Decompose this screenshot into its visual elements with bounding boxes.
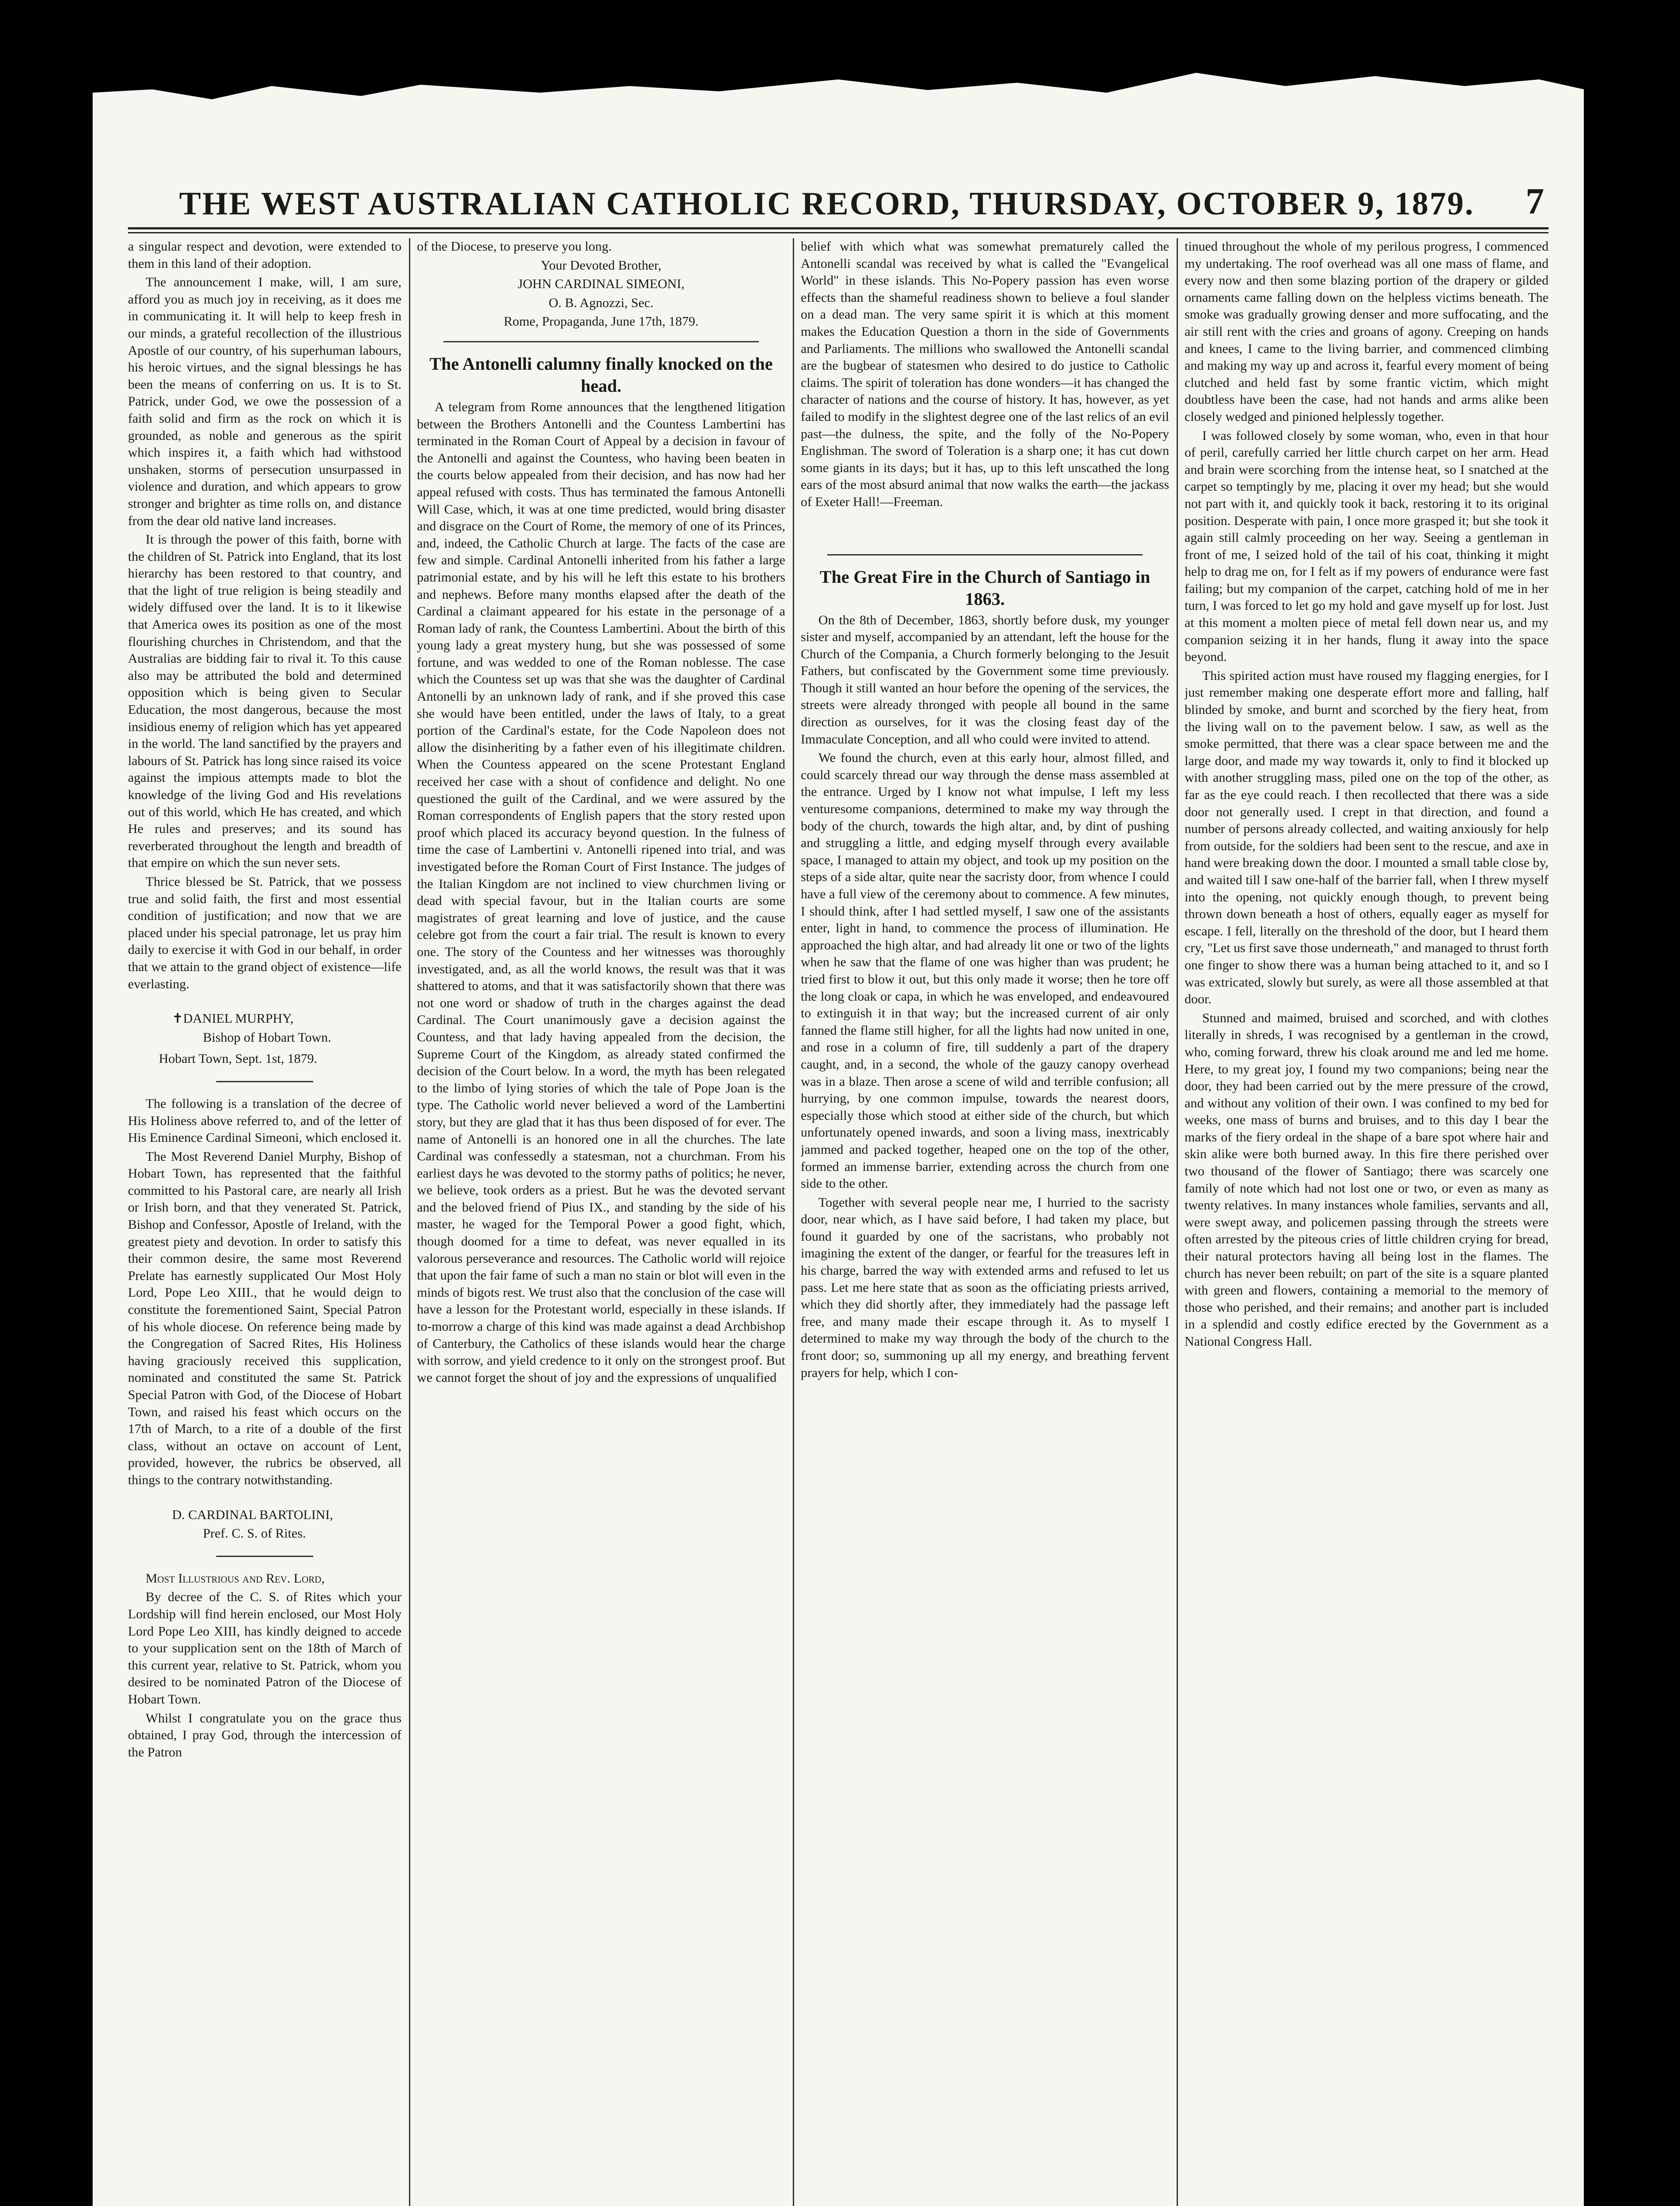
column-rule	[409, 238, 410, 2206]
signature-name: D. CARDINAL BARTOLINI,	[172, 1507, 333, 1522]
paragraph: The announcement I make, will, I am sure, afford you as much joy in receiving, as it does me in communicating it. It will help to keep fresh in our minds, a grateful recollection of the illustrious Apostle of our country, of his superhuman labours, his heroic virtues, and the signal blessings he has been the means of conferring on us. It is to St. Patrick, under God, we owe the possession of a faith solid and firm as the rock on which it is grounded, as noble and generous as the spirit which inspires it, a faith which had withstood unshaken, storms of persecution unsurpassed in violence and duration, and which appears to grow stronger and brighter as time rolls on, and distance from the dear old native land increases.	[128, 275, 401, 528]
signature-title: Pref. C. S. of Rites.	[203, 1526, 306, 1541]
article-headline: The Antonelli calumny finally knocked on the head.	[429, 353, 773, 396]
columns	[128, 238, 1549, 2206]
paragraph: This spirited action must have roused my flagging energies, for I just remember making one desperate effort more and falling, half blinded by smoke, and burnt and scorched by the fiery heat, from the living wall on to the pavement below. I saw, as well as the smoke permitted, that there was a clear space between me and the large door, and made my way towards it, only to find it blocked up with another struggling mass, piled one on the top of the other, as far as the eye could reach. I then recollected that there was a side door not generally used. I crept in that direction, and found a number of persons already collected, and waiting anxiously for help from outside, for the soldiers had been sent to the rescue, and axe in hand were breaking down the door. I mounted a small table close by, and waited till I saw one-half of the barrier fall, when I threw myself into the opening, not quickly enough though, to prevent being thrown down beneath a host of others, equally eager as myself for escape. I fell, literally on the threshold of the door, but I heard them cry, "Let us first save those underneath," and managed to thrust forth one finger to show there was a human being attached to it, and so I was extricated, slowly but surely, as were all those assembled at that door.	[1185, 668, 1549, 1007]
divider	[216, 1556, 313, 1557]
column-4	[1185, 238, 1549, 2206]
paragraph: Stunned and maimed, bruised and scorched, and with clothes literally in shreds, I was recognised by a gentleman in the crowd, who, coming forward, threw his cloak around me and led me home. Here, to my great joy, I found my two companions; being near the door, they had been carried out by the mere pressure of the crowd, and without any volition of their own. I was confined to my bed for weeks, one mass of burns and bruises, and to this day I bear the marks of the fiery ordeal in the shape of a bare spot where hair and skin alike were both burned away. In this fire there perished over two thousand of the flower of Santiago; there was scarcely one family of note which had not lost one or two, or even as many as twenty relatives. In many instances whole families, servants and all, were swept away, and policemen passing through the streets were often arrested by the piteous cries of little children crying for bread, their natural protectors having all being lost in the flames. The church has never been rebuilt; on part of the site is a square planted with green and flowers, containing a memorial to the memory of those who perished, and their remains; and another part is included in a splendid and costly edifice erected by the Government as a National Congress Hall.	[1185, 1010, 1549, 1349]
closing: Your Devoted Brother,	[540, 258, 662, 273]
column-3	[801, 238, 1169, 2206]
paragraph: Whilst I congratulate you on the grace thus obtained, I pray God, through the intercession of the Patron	[128, 1711, 401, 1760]
divider	[827, 554, 1143, 555]
paragraph: It is through the power of this faith, borne with the children of St. Patrick into England, that its lost hierarchy has been restored to that country, and that the light of true religion is being steadily and widely diffused over the land. It is to it likewise that America owes its position as one of the most flourishing churches in Christendom, and that the Australias are bidding fair to rival it. To this cause also may be attributed the bold and determined opposition which is being given to Secular Education, the most dangerous, because the most insidious enemy of religion which has yet appeared in the world. The land sanctified by the prayers and labours of St. Patrick has long since raised its voice against the impious attempts made to blot the knowledge of the living God and His revelations out of this world, which He has created, and which He rules and preserves; and its sound has reverberated throughout the length and breadth of that empire on which the sun never sets.	[128, 532, 401, 870]
paragraph: The Most Reverend Daniel Murphy, Bishop of Hobart Town, has represented that the faithful committed to his Pastoral care, are nearly all Irish or Irish born, and that they venerated St. Patrick, Bishop and Confessor, Apostle of Ireland, with the greatest piety and devotion. In order to satisfy this their common desire, the same most Reverend Prelate has earnestly supplicated Our Most Holy Lord, Pope Leo XIII., that he would deign to constitute the forementioned Saint, Special Patron of his whole diocese. On reference being made by the Congregation of Sacred Rites, His Holiness having graciously received this supplication, nominated and constituted the same St. Patrick Special Patron with God, of the Diocese of Hobart Town, and raised his feast which occurs on the 17th of March, to a rite of a double of the first class, without an octave on account of Lent, provided, however, the rubrics be observed, all things to the contrary notwithstanding.	[128, 1149, 401, 1487]
column-rule	[793, 238, 794, 2206]
paragraph: belief with which what was somewhat prematurely called the Antonelli scandal was received by what is called the "Evangelical World" in these islands. This No-Popery passion has even worse effects than the shameful readiness shown to believe a foul slander on a dead man. The very same spirit it is which at this moment makes the Education Question a thorn in the side of Governments and Parliaments. The millions who swallowed the Antonelli scandal are the bugbear of statesmen who desired to do justice to Catholic claims. The spirit of toleration has done wonders—it has changed the character of nations and the course of history. It has, however, as yet failed to modify in the slightest degree one of the last relics of an evil past—the dulness, the spite, and the folly of the No-Popery Englishman. The sword of Toleration is a sharp one; it has cut down some giants in its days; but it has, up to this left unscathed the long ears of the most absurd animal that now walks the earth—the jackass of Exeter Hall!—Freeman.	[801, 239, 1169, 509]
signature-date: Hobart Town, Sept. 1st, 1879.	[159, 1051, 318, 1066]
divider	[443, 341, 759, 342]
spacer	[801, 513, 1169, 544]
signature-title: O. B. Agnozzi, Sec.	[548, 295, 654, 310]
divider	[216, 1081, 313, 1082]
paragraph: We found the church, even at this early hour, almost filled, and could scarcely thread our way through the dense mass assembled at the entrance. Urged by I know not what impulse, I left my less venturesome companions, determined to make my way through the body of the church, towards the high altar, and, by dint of pushing and struggling a little, and edging myself through every available space, I managed to attain my object, and took up my position on the steps of a side altar, quite near the sacristy door, from whence I could have a full view of the ceremony about to commence. A few minutes, I should think, after I had settled myself, I saw one of the assistants enter, light in hand, to commence the process of illumination. He approached the high altar, and had already lit one or two of the lights when he saw that the flame of one was higher than was prudent; he tried first to blow it out, but this only made it worse; then he tore off the long cloak or capa, in which he was enveloped, and endeavoured to extinguish it in that way; but the increased current of air only fanned the flame still higher, for all the lights had now united in one, and rose in a column of fire, till suddenly a part of the drapery caught, and, in a second, the whole of the gauzy canopy overhead was in a blaze. Then arose a scene of wild and terrible confusion; all hurrying, by one common impulse, towards the nearest doors, especially those which stood at either side of the church, but which unfortunately opened inwards, and soon a living mass, inextricably jammed and packed together, heaped one on the top of the other, formed an immense barrier, extending across the church from one side to the other.	[801, 750, 1169, 1191]
masthead-title: THE WEST AUSTRALIAN CATHOLIC RECORD, THURSDAY, OCTOBER 9, 1879.	[179, 186, 1474, 222]
signature-name: ✝DANIEL MURPHY,	[172, 1011, 294, 1026]
salutation: Most Illustrious and Rev. Lord,	[146, 1571, 325, 1586]
paragraph: Together with several people near me, I hurried to the sacristy door, near which, as I have said before, I had taken my place, but found it guarded by one of the sacristans, who probably not imagining the extent of the danger, or fearful for the treasures left in his charge, barred the way with extended arms and refused to let us pass. Let me here state that as soon as the officiating priests arrived, which they did shortly after, they immediately had the passage left free, and many made their escape through it. As to myself I determined to make my way through the body of the church to the front door; so, summoning up all my energy, and breathing fervent prayers for help, which I con-	[801, 1195, 1169, 1380]
paragraph: a singular respect and devotion, were extended to them in this land of their adoption.	[128, 239, 401, 271]
signature-title: Bishop of Hobart Town.	[203, 1030, 331, 1045]
column-1	[128, 238, 401, 2206]
paragraph: of the Diocese, to preserve you long.	[417, 239, 612, 254]
paragraph: I was followed closely by some woman, who, even in that hour of peril, carefully carried her little church carpet on her arm. Head and brain were scorching from the intense heat, so I snatched at the carpet so temptingly by me, placing it over my head; but she would not part with it, and quickly took it back, restoring it to its original position. Desperate with pain, I once more grasped it; but she took it again still calmly proceeding on her way. Seeing a gentleman in front of me, I seized hold of the tail of his coat, thinking it might help to drag me on, for I felt as if my powers of endurance were fast failing; but my companion of the carpet, catching hold of me in her turn, I was forced to let go my hold and gave myself up for lost. Just at this moment a molten piece of metal fell down near us, and my companion seizing it in her hands, flung it away into the space beyond.	[1185, 428, 1549, 664]
masthead-rule	[128, 227, 1549, 233]
column-rule	[1177, 238, 1178, 2206]
paragraph: Thrice blessed be St. Patrick, that we possess true and solid faith, the first and most essential condition of justification; and now that we are placed under his special patronage, let us pray him daily to exercise it with God in our behalf, in order that we attain to the grand object of existence—life everlasting.	[128, 874, 401, 991]
paragraph: On the 8th of December, 1863, shortly before dusk, my younger sister and myself, accompanied by an attendant, left the house for the Church of the Compania, a Church formerly belonging to the Jesuit Fathers, but confiscated by the Government some time previously. Though it still wanted an hour before the opening of the services, the streets were already thronged with people all bound in the same direction as ourselves, for it was the closing feast day of the Immaculate Conception, and all who could were invited to attend.	[801, 612, 1169, 747]
masthead	[128, 174, 1549, 223]
column-2	[417, 238, 785, 2206]
article-body: A telegram from Rome announces that the lengthened litigation between the Brothers Antonelli and the Countess Lambertini has terminated in the Roman Court of Appeal by a decision in favour of the Antonelli and against the Countess, who having been beaten in the courts below appealed from their decision, and has now had her appeal refused with costs. Thus has terminated the famous Antonelli Will Case, which, it was at one time predicted, would bring disaster and disgrace on the Court of Rome, the memory of one of its Princes, and, indeed, the Catholic Church at large. The facts of the case are few and simple. Cardinal Antonelli inherited from his father a large patrimonial estate, and by his will he left this estate to his brothers and nephews. Before many months elapsed after the death of the Cardinal a claimant appeared for his estate in the personage of a Roman lady of rank, the Countess Lambertini. About the birth of this young lady a great mystery hung, but she was possessed of some fortune, and was wedded to one of the Roman noblesse. The case which the Countess set up was that she was the daughter of Cardinal Antonelli by an unknown lady of rank, and if she proved this case she would have been entitled, under the laws of Italy, to a great portion of the Cardinal's estate, for the Code Napoleon does not allow the disinheriting by a father even of his illegitimate children. When the Countess appeared on the scene Protestant England received her case with a shout of confidence and delight. No one questioned the guilt of the Cardinal, and we were assured by the Roman correspondents of English papers that the story rested upon proof which placed its accuracy beyond question. In the fulness of time the case of Lambertini v. Antonelli ripened into trial, and was investigated before the Roman Court of First Instance. The judges of the Italian Kingdom are not inclined to view churchmen living or dead with special favour, but in the Italian courts are some magistrates of great learning and love of justice, and the cause celebre got from the court a fair trial. The result is known to every one. The story of the Countess and her witnesses was thoroughly investigated, and, as all the world knows, the result was that it was shattered to atoms, and that it was satisfactorily shown that there was not one word or shadow of truth in the charges against the dead Cardinal. The Court unanimously gave a decision against the Countess, and that lady having appealed from the decision, the Supreme Court of the Kingdom, as already stated confirmed the decision of the Court below. In a word, the myth has been relegated to the limbo of lying stories of which the tale of Pope Joan is the type. The Catholic world never believed a word of the Lambertini story, but they are glad that it has thus been disposed of for ever. The name of Antonelli is an honored one in all the churches. The late Cardinal was confessedly a statesman, not a churchman. From his earliest days he was devoted to the stormy paths of politics; he never, we believe, took orders as a priest. But he was the devoted servant and the beloved friend of Pius IX., and standing by the side of his master, he waged for the Temporal Power a good fight, which, though doomed for a time to defeat, was never equalled in its valorous perseverance and resources. The Catholic world will rejoice that upon the fair fame of such a man no stain or blot will even in the minds of bigots rest. We trust also that the conclusion of the case will have a lesson for the Protestant world, especially in these islands. If to-morrow a charge of this kind was made against a dead Archbishop of Canterbury, the Catholics of these islands would hear the charge with sorrow, and yield credence to it only on the strongest proof. But we cannot forget the shout of joy and the expressions of unqualified	[417, 399, 785, 1385]
paragraph: The following is a translation of the decree of His Holiness above referred to, and of the letter of His Eminence Cardinal Simeoni, which enclosed it.	[128, 1096, 401, 1145]
paragraph: By decree of the C. S. of Rites which your Lordship will find herein enclosed, our Most Holy Lord Pope Leo XIII, has kindly deigned to accede to your supplication sent on the 18th of March of this current year, relative to St. Patrick, whom you desired to be nominated Patron of the Diocese of Hobart Town.	[128, 1590, 401, 1707]
newspaper-page	[93, 110, 1584, 2206]
article-headline: The Great Fire in the Church of Santiago in 1863.	[820, 567, 1150, 609]
paragraph: tinued throughout the whole of my perilous progress, I commenced my undertaking. The roof overhead was all one mass of flame, and every now and then some blazing portion of the drapery or gilded ornaments came falling down on the helpless victims beneath. The smoke was gradually growing denser and more suffocating, and the air still rent with the cries and groans of agony. Creeping on hands and knees, I came to the living barrier, and commenced climbing and making my way up and across it, fearful every moment of being clutched and held fast by some frantic victim, which might doubtless have been the case, had not hands and arms alike been closely wedged and pinioned helplessly together.	[1185, 239, 1549, 424]
signature-name: JOHN CARDINAL SIMEONI,	[518, 277, 685, 292]
page-number: 7	[1526, 181, 1544, 222]
signature-date: Rome, Propaganda, June 17th, 1879.	[503, 314, 699, 329]
